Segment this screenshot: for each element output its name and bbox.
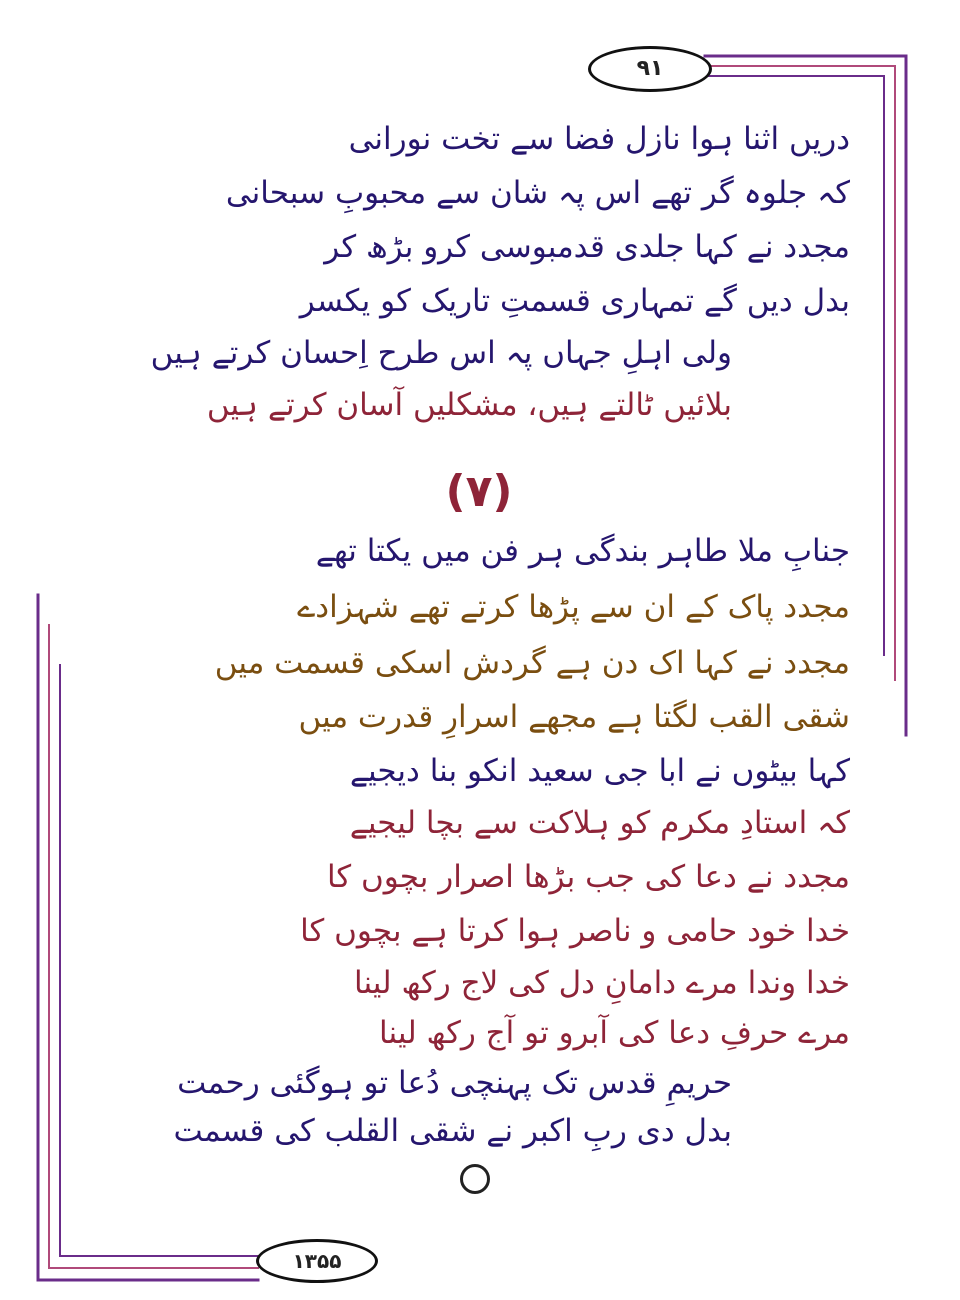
couplet-line: ولی اہلِ جہاں پہ اس طرح اِحسان کرتے ہیں [150, 335, 732, 371]
verse-line: خدا خود حامی و ناصر ہوا کرتا ہے بچوں کا [300, 913, 850, 949]
verse-line: بدل دیں گے تمہاری قسمتِ تاریک کو یکسر [299, 283, 850, 319]
end-circle-mark [460, 1164, 490, 1194]
verse-line: مجدد نے دعا کی جب بڑھا اصرار بچوں کا [326, 859, 850, 895]
verse-line: خدا وندا مرے دامانِ دل کی لاج رکھ لینا [354, 965, 850, 1001]
top-page-number: ۹۱ [588, 46, 712, 92]
bottom-page-number: ۱۳۵۵ [256, 1239, 378, 1283]
verse-line: مجدد پاک کے ان سے پڑھا کرتے تھے شہزادے [297, 589, 850, 625]
verse-line: کہ جلوہ گر تھے اس پہ شان سے محبوبِ سبحانی [225, 175, 850, 211]
verse-line: مرے حرفِ دعا کی آبرو تو آج رکھ لینا [379, 1015, 850, 1051]
couplet-line: بلائیں ٹالتے ہیں، مشکلیں آسان کرتے ہیں [206, 387, 732, 423]
verse-line: کہ استادِ مکرم کو ہلاکت سے بچا لیجیے [349, 805, 850, 841]
verse-line: مجدد نے کہا اک دن ہے گردش اسکی قسمت میں [214, 645, 850, 681]
verse-line: دریں اثنا ہوا نازل فضا سے تخت نورانی [348, 121, 850, 157]
section-number: (۷) [445, 466, 513, 517]
verse-line: کہا بیٹوں نے ابا جی سعید انکو بنا دیجیے [349, 753, 850, 789]
verse-line: جنابِ ملا طاہر بندگی ہر فن میں یکتا تھے [315, 533, 850, 569]
verse-line: مجدد نے کہا جلدی قدمبوسی کرو بڑھ کر [324, 229, 850, 265]
couplet-line: بدل دی ربِ اکبر نے شقی القلب کی قسمت [173, 1113, 732, 1149]
couplet-line: حریمِ قدس تک پہنچی دُعا تو ہوگئی رحمت [177, 1065, 732, 1101]
verse-line: شقی القب لگتا ہے مجھے اسرارِ قدرت میں [298, 699, 850, 735]
